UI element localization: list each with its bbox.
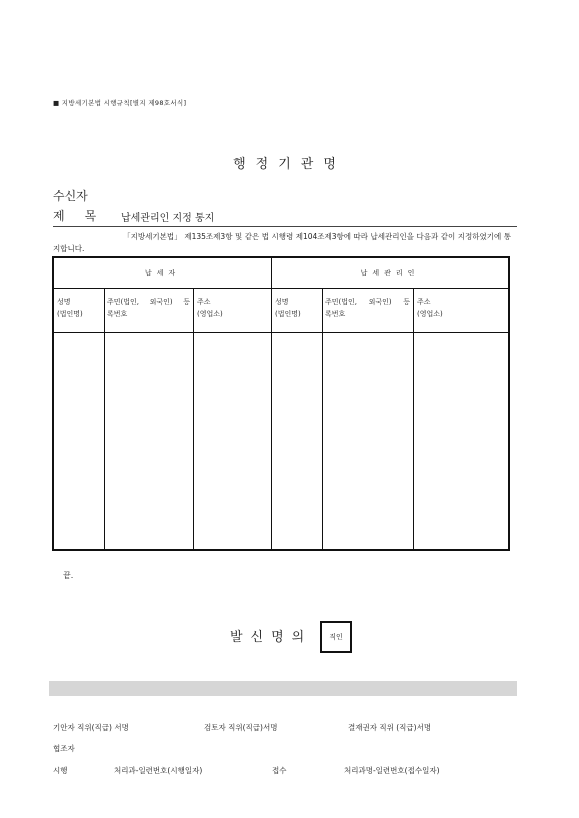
column-header xyxy=(325,296,410,320)
column-header-line1: 성명 xyxy=(57,298,71,306)
cooperator-label: 협조자 xyxy=(53,744,75,753)
column-header-line1: 주소 xyxy=(197,298,211,306)
end-mark: 끝. xyxy=(63,571,74,580)
column-header-line2: (영업소) xyxy=(417,310,443,318)
column-header-line2: 록번호 xyxy=(325,310,346,318)
column-divider xyxy=(322,288,323,549)
column-header-line1: 주민(법인, 외국인) 등 xyxy=(325,298,410,306)
column-header xyxy=(417,296,505,320)
subject-label: 제목 xyxy=(53,209,117,223)
header-divider xyxy=(54,288,508,289)
receipt-number: 처리과명-일련번호(접수일자) xyxy=(344,766,440,775)
column-header-line1: 성명 xyxy=(275,298,289,306)
notice-body: 「지방세기본법」 제135조제3항 및 같은 법 시행령 제104조제3항에 따라 납세관리인을 다음과 같이 지정하였기에 통지합니다. xyxy=(53,232,511,253)
column-header-line2: (영업소) xyxy=(197,310,223,318)
recipient-label: 수신자 xyxy=(53,189,88,203)
column-header-line2: (법인명) xyxy=(57,310,83,318)
designation-table xyxy=(52,256,510,551)
column-header-line1: 주민(법인, 외국인) 등 xyxy=(107,298,190,306)
group-header-taxpayer: 납세자 xyxy=(144,269,181,277)
column-divider xyxy=(193,288,194,549)
column-header-line2: 록번호 xyxy=(107,310,128,318)
seal-label: 직인 xyxy=(329,633,343,641)
receipt-label: 접수 xyxy=(272,766,287,775)
sender-label: 발신명의 xyxy=(230,630,313,645)
column-header xyxy=(197,296,268,320)
column-header-line1: 주소 xyxy=(417,298,431,306)
column-header xyxy=(275,296,319,320)
enforcement-number: 처리과-일련번호(시행일자) xyxy=(114,766,203,775)
group-divider xyxy=(271,258,272,549)
column-header xyxy=(107,296,190,320)
agency-name: 행정기관명 xyxy=(233,157,346,172)
subject-value: 납세관리인 지정 통지 xyxy=(121,213,215,224)
subject-divider xyxy=(53,226,517,227)
reviewer-label: 검토자 직위(직급)서명 xyxy=(204,723,278,732)
group-header-tax-manager: 납세관리인 xyxy=(360,269,420,277)
drafter-label: 기안자 직위(직급) 서명 xyxy=(53,723,129,732)
section-bar xyxy=(49,681,517,696)
column-divider xyxy=(104,288,105,549)
official-seal-box xyxy=(320,621,352,653)
enforcement-label: 시행 xyxy=(53,766,68,775)
approver-label: 결재권자 직위 (직급)서명 xyxy=(348,723,432,732)
column-header-line2: (법인명) xyxy=(275,310,301,318)
column-header xyxy=(57,296,101,320)
column-divider xyxy=(413,288,414,549)
form-reference: ■ 지방세기본법 시행규칙[별지 제98호서식] xyxy=(53,99,187,107)
body-divider xyxy=(54,332,508,333)
